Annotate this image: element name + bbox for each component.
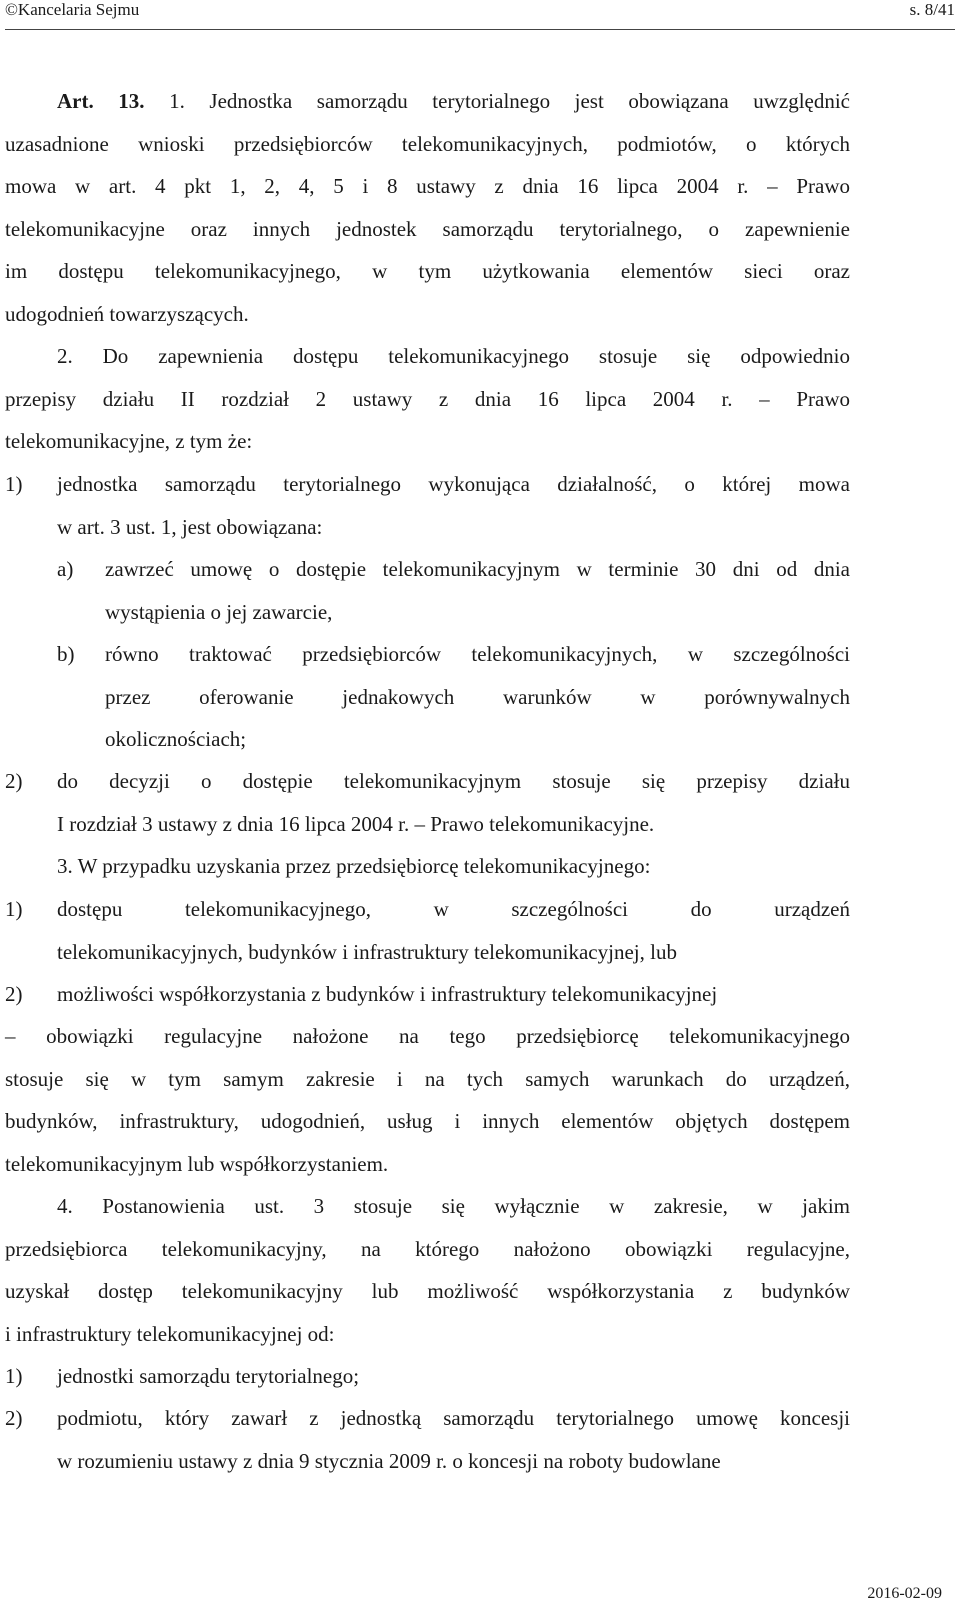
text-line: telekomunikacyjne, z tym że: <box>5 429 253 454</box>
text-line: 3. W przypadku uzyskania przez przedsiębiorcę telekomunikacyjnego: <box>57 854 651 878</box>
text-line: telekomunikacyjnych, budynków i infrastruktury telekomunikacyjnej, lub <box>57 939 677 964</box>
text-line: i infrastruktury telekomunikacyjnej od: <box>5 1321 335 1346</box>
art13-paragraph-3 <box>5 845 850 888</box>
text-line: jednostki samorządu terytorialnego; <box>57 1364 360 1388</box>
text-line: budynków, infrastruktury, udogodnień, usług i innych elementów objętych dostępem <box>5 1109 850 1134</box>
text-line: możliwości współkorzystania z budynków i infrastruktury telekomunikacyjnej <box>57 982 718 1006</box>
sublist-label: a) <box>57 557 74 581</box>
sublist-item <box>105 548 850 633</box>
text-line: 2. Do zapewnienia dostępu telekomunikacyjnego stosuje się odpowiednio <box>57 344 850 368</box>
sublist-item <box>105 633 850 761</box>
text-line: dostępu telekomunikacyjnego, w szczególności do urządzeń <box>57 897 850 921</box>
publisher-label: ©Kancelaria Sejmu <box>5 0 140 19</box>
text-line: telekomunikacyjne oraz innych jednostek samorządu terytorialnego, o zapewnienie <box>5 216 850 241</box>
text-line: mowa w art. 4 pkt 1, 2, 4, 5 i 8 ustawy z dnia 16 lipca 2004 r. – Prawo <box>5 174 850 199</box>
text-line: Art. 13. 1. Jednostka samorządu terytorialnego jest obowiązana uwzględnić <box>57 89 851 113</box>
art13-paragraph-3-tail <box>5 1015 850 1185</box>
text-line: stosuje się w tym samym zakresie i na tych samych warunkach do urządzeń, <box>5 1066 850 1091</box>
text-line: jednostka samorządu terytorialnego wykonująca działalność, o której mowa <box>57 472 850 496</box>
list-label: 1) <box>5 472 23 496</box>
text-line: uzasadnione wnioski przedsiębiorców telekomunikacyjnych, podmiotów, o których <box>5 131 850 156</box>
art13-paragraph-1 <box>5 80 850 336</box>
text-line: – obowiązki regulacyjne nałożone na tego przedsiębiorcę telekomunikacyjnego <box>5 1024 850 1048</box>
text-line: przez oferowanie jednakowych warunków w porównywalnych <box>105 684 850 709</box>
article-label: Art. 13. <box>57 89 145 113</box>
text-line: telekomunikacyjnym lub współkorzystaniem. <box>5 1151 389 1176</box>
list-item <box>57 463 850 548</box>
list-label: 2) <box>5 769 23 793</box>
text-line: wystąpienia o jej zawarcie, <box>105 599 333 624</box>
list-label: 1) <box>5 897 23 921</box>
list-item <box>57 1355 850 1398</box>
page-number: s. 8/41 <box>909 0 955 19</box>
list-item <box>57 973 850 1016</box>
art13-paragraph-2 <box>5 335 850 463</box>
list-label: 2) <box>5 1406 23 1430</box>
text-line: I rozdział 3 ustawy z dnia 16 lipca 2004 r. – Prawo telekomunikacyjne. <box>57 811 655 836</box>
text-line: 4. Postanowienia ust. 3 stosuje się wyłącznie w zakresie, w jakim <box>57 1194 850 1218</box>
text-line: podmiotu, który zawarł z jednostką samorządu terytorialnego umowę koncesji <box>57 1406 850 1430</box>
page-footer-date: 2016-02-09 <box>867 1585 942 1602</box>
list-label: 1) <box>5 1364 23 1388</box>
text-line: przedsiębiorca telekomunikacyjny, na którego nałożono obowiązki regulacyjne, <box>5 1236 850 1261</box>
text-line: uzyskał dostęp telekomunikacyjny lub możliwość współkorzystania z budynków <box>5 1279 850 1304</box>
list-item <box>57 888 850 973</box>
text-line: zawrzeć umowę o dostępie telekomunikacyjnym w terminie 30 dni od dnia <box>105 557 850 581</box>
text-line: przepisy działu II rozdział 2 ustawy z dnia 16 lipca 2004 r. – Prawo <box>5 386 850 411</box>
text-line: w art. 3 ust. 1, jest obowiązana: <box>57 514 323 539</box>
list-item <box>57 760 850 845</box>
text-line: w rozumieniu ustawy z dnia 9 stycznia 2009 r. o koncesji na roboty budowlane <box>57 1448 721 1473</box>
list-label: 2) <box>5 982 23 1006</box>
page-header <box>5 0 955 30</box>
text-line: okolicznościach; <box>105 727 247 752</box>
list-item <box>57 1397 850 1482</box>
text-line: równo traktować przedsiębiorców telekomunikacyjnych, w szczególności <box>105 642 850 666</box>
text-line: udogodnień towarzyszących. <box>5 301 249 326</box>
text-line: do decyzji o dostępie telekomunikacyjnym stosuje się przepisy działu <box>57 769 850 793</box>
text-line: im dostępu telekomunikacyjnego, w tym użytkowania elementów sieci oraz <box>5 259 850 284</box>
art13-paragraph-4 <box>5 1185 850 1355</box>
sublist-label: b) <box>57 642 75 666</box>
